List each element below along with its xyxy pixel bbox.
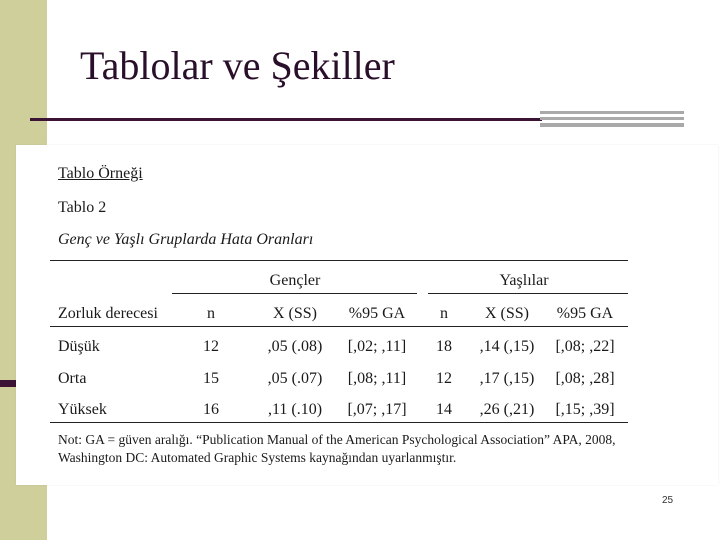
table-cell: 14	[436, 401, 452, 418]
table-number: Tablo 2	[58, 199, 107, 216]
column-header-n-old: n	[440, 305, 448, 322]
group-rule-old	[428, 293, 628, 294]
table-header-rule	[50, 326, 628, 327]
table-cell: 18	[436, 338, 452, 355]
table-cell-label: Orta	[58, 370, 87, 387]
table-cell-label: Yüksek	[58, 401, 107, 418]
slide-title: Tablolar ve Şekiller	[80, 43, 395, 88]
group-header-old: Yaşlılar	[499, 272, 549, 289]
column-header-difficulty: Zorluk derecesi	[58, 305, 158, 322]
column-header-ci-young: %95 GA	[348, 305, 406, 322]
table-cell: 15	[203, 370, 219, 387]
page-number: 25	[662, 495, 674, 506]
table-cell: ,14 (,15)	[479, 338, 535, 355]
table-cell: 12	[436, 370, 452, 387]
table-cell: 16	[203, 401, 219, 418]
table-cell: ,17 (,15)	[479, 370, 535, 387]
column-header-mean-old: X (SS)	[484, 305, 530, 322]
table-cell: [,08; ,22]	[555, 338, 615, 355]
left-bar-accent	[0, 380, 16, 387]
column-header-n-young: n	[207, 305, 215, 322]
table-cell: [,08; ,28]	[555, 370, 615, 387]
table-cell: 12	[203, 338, 219, 355]
table-note: Not: GA = güven aralığı. “Publication Manual of the American Psychological Association” APA, 2008, Washington DC: Automated Graphic Systems kaynağından uyarlanmıştır.	[58, 432, 616, 465]
table-cell: [,15; ,39]	[555, 401, 615, 418]
group-header-young: Gençler	[269, 272, 321, 289]
table-cell-label: Düşük	[58, 338, 100, 355]
table-bottom-rule	[50, 422, 628, 423]
title-accent-stripes	[540, 111, 684, 127]
table-top-rule	[50, 260, 628, 261]
table-cell: ,26 (,21)	[479, 401, 535, 418]
table-example-label: Tablo Örneği	[58, 165, 143, 182]
column-header-mean-young: X (SS)	[272, 305, 318, 322]
title-underline	[30, 118, 542, 121]
table-cell: [,08; ,11]	[347, 370, 407, 387]
table-caption: Genç ve Yaşlı Gruplarda Hata Oranları	[58, 231, 314, 248]
table-cell: [,02; ,11]	[347, 338, 407, 355]
table-cell: ,05 (.07)	[267, 370, 323, 387]
table-cell: ,05 (.08)	[267, 338, 323, 355]
table-cell: [,07; ,17]	[347, 401, 407, 418]
group-rule-young	[172, 293, 417, 294]
table-cell: ,11 (.10)	[267, 401, 323, 418]
column-header-ci-old: %95 GA	[556, 305, 614, 322]
